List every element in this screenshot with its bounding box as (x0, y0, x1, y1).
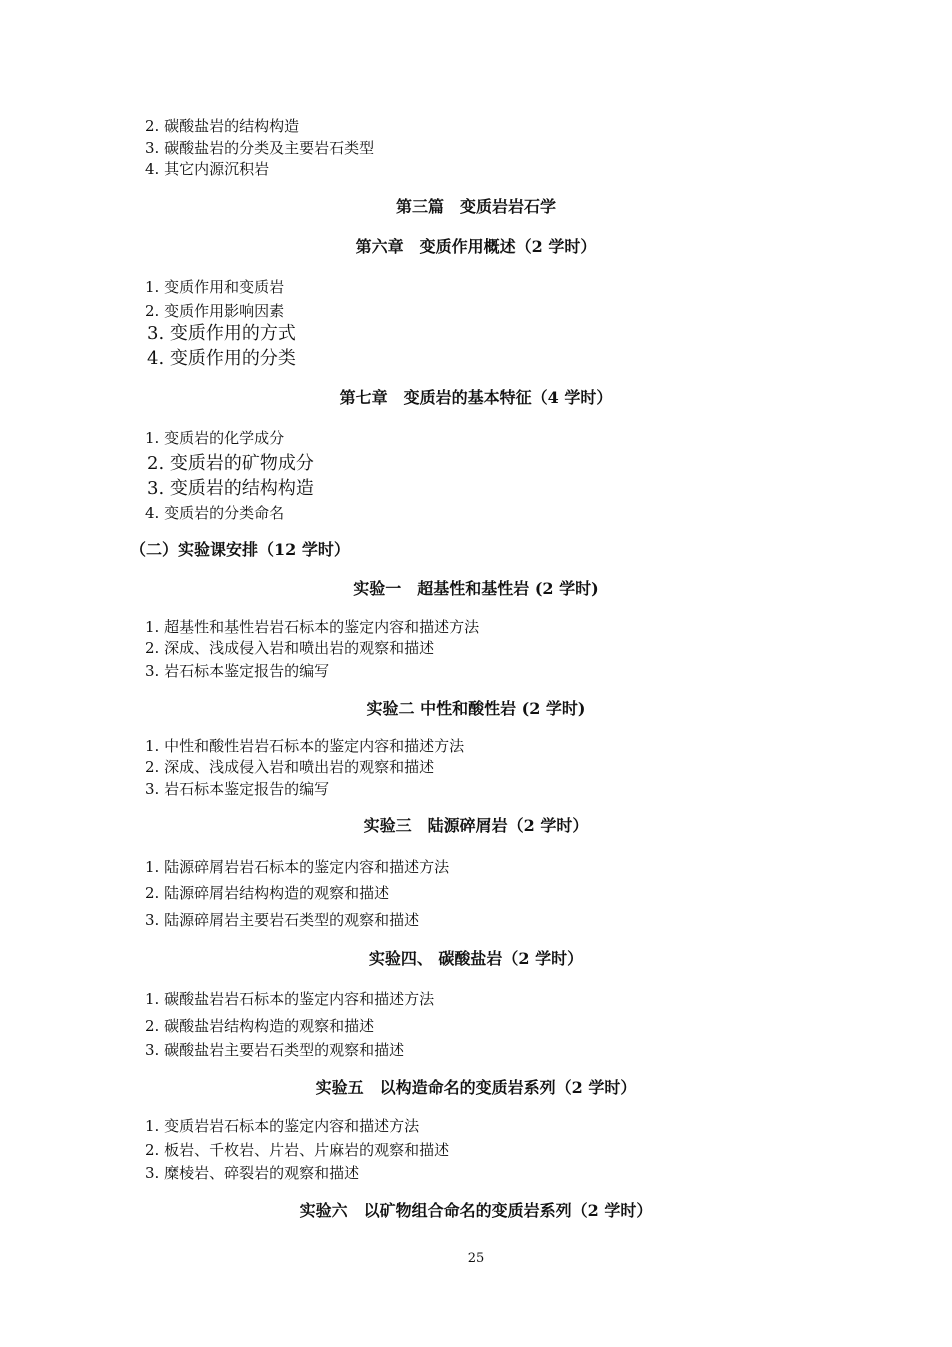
list-item: 1. 碳酸盐岩岩石标本的鉴定内容和描述方法 (145, 990, 435, 1008)
list-item: 1. 中性和酸性岩岩石标本的鉴定内容和描述方法 (145, 737, 465, 755)
list-item: 3. 岩石标本鉴定报告的编写 (145, 780, 330, 798)
list-item: 3. 糜棱岩、碎裂岩的观察和描述 (145, 1164, 360, 1182)
list-item: 4. 其它内源沉积岩 (145, 160, 270, 178)
list-item: 2. 陆源碎屑岩结构构造的观察和描述 (145, 884, 390, 902)
list-item: 2. 深成、浅成侵入岩和喷出岩的观察和描述 (145, 758, 435, 776)
list-item: 3. 岩石标本鉴定报告的编写 (145, 662, 330, 680)
list-item: 1. 陆源碎屑岩岩石标本的鉴定内容和描述方法 (145, 858, 450, 876)
experiment-heading: 实验四、 碳酸盐岩（2 学时） (368, 949, 584, 968)
list-item: 3. 变质岩的结构构造 (147, 478, 314, 499)
section-heading: （二）实验课安排（12 学时） (130, 540, 350, 559)
list-item: 2. 碳酸盐岩的结构构造 (145, 117, 300, 135)
list-item: 1. 变质岩的化学成分 (145, 429, 285, 447)
experiment-heading: 实验五 以构造命名的变质岩系列（2 学时） (315, 1078, 637, 1097)
page-number: 25 (467, 1251, 485, 1266)
list-item: 3. 碳酸盐岩主要岩石类型的观察和描述 (145, 1041, 405, 1059)
list-item: 1. 变质作用和变质岩 (145, 278, 285, 296)
list-item: 2. 变质作用影响因素 (145, 302, 285, 320)
list-item: 1. 超基性和基性岩岩石标本的鉴定内容和描述方法 (145, 618, 480, 636)
chapter-heading: 第七章 变质岩的基本特征（4 学时） (339, 388, 613, 407)
experiment-heading: 实验一 超基性和基性岩 (2 学时) (353, 579, 599, 598)
list-item: 4. 变质岩的分类命名 (145, 504, 285, 522)
list-item: 3. 碳酸盐岩的分类及主要岩石类型 (145, 139, 375, 157)
list-item: 4. 变质作用的分类 (147, 348, 296, 369)
experiment-heading: 实验三 陆源碎屑岩（2 学时） (363, 816, 589, 835)
list-item: 2. 碳酸盐岩结构构造的观察和描述 (145, 1017, 375, 1035)
chapter-heading: 第六章 变质作用概述（2 学时） (355, 237, 597, 256)
experiment-heading: 实验六 以矿物组合命名的变质岩系列（2 学时） (299, 1201, 653, 1220)
list-item: 3. 陆源碎屑岩主要岩石类型的观察和描述 (145, 911, 420, 929)
list-item: 1. 变质岩岩石标本的鉴定内容和描述方法 (145, 1117, 420, 1135)
list-item: 2. 深成、浅成侵入岩和喷出岩的观察和描述 (145, 639, 435, 657)
list-item: 2. 板岩、千枚岩、片岩、片麻岩的观察和描述 (145, 1141, 450, 1159)
part-title: 第三篇 变质岩岩石学 (395, 197, 556, 216)
list-item: 3. 变质作用的方式 (147, 323, 296, 344)
list-item: 2. 变质岩的矿物成分 (147, 453, 314, 474)
experiment-heading: 实验二 中性和酸性岩 (2 学时) (366, 699, 586, 718)
